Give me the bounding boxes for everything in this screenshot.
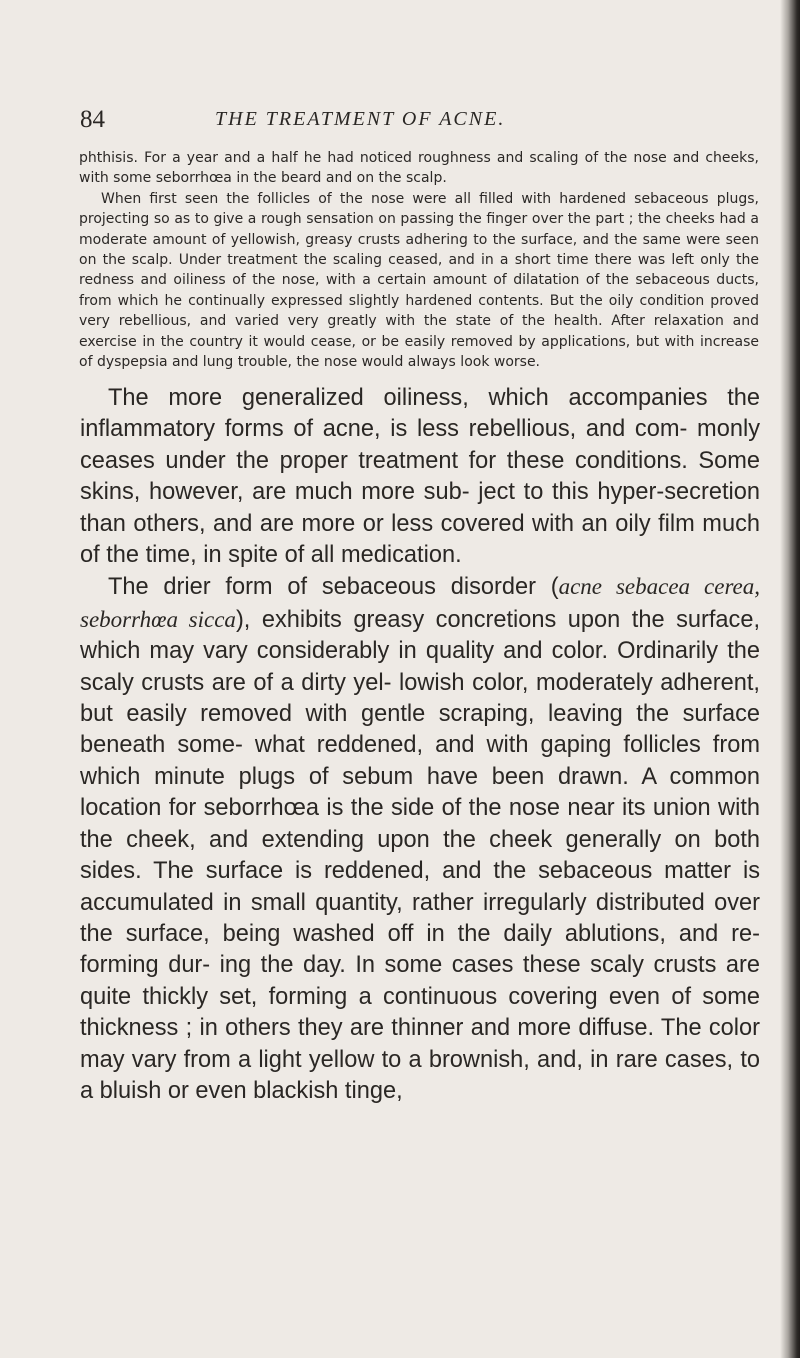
page-header	[80, 104, 760, 140]
body-paragraph-2-start: The drier form of sebaceous disorder (	[108, 574, 559, 601]
body-paragraph-2	[80, 571, 760, 1107]
running-title: THE TREATMENT OF ACNE.	[215, 108, 506, 130]
main-body-text	[80, 383, 760, 1107]
body-paragraph-2-rest: ), exhibits greasy concretions upon the surface, which may vary considerably in quality and color. Ordinarily the scaly crusts are of a dirty yel- lowish color, moderately adherent, but easily removed with gentle scraping, leaving the surface beneath some- what reddened, and with gaping follicles from which minute plugs of sebum have been drawn. A common location for seborrhœa is the side of the nose near its union with the cheek, and extending upon the cheek generally on both sides. The surface is reddened, and the sebaceous matter is accumulated in small quantity, rather irregularly distributed over the surface, being washed off in the daily ablutions, and re-forming dur- ing the day. In some cases these scaly crusts are quite thickly set, forming a continuous covering even of some thickness ; in others they are thinner and more diffuse. The color may vary from a light yellow to a brownish, and, in rare cases, to a bluish or even blackish tinge,	[80, 606, 760, 1104]
case-paragraph-1: phthisis. For a year and a half he had noticed roughness and scaling of the nose and cheeks, with some seborrhœa in the beard and on the scalp.	[79, 150, 759, 187]
latin-term: acne sebacea cerea, seborrhœa sicca	[80, 574, 760, 632]
page-edge-shadow	[780, 0, 800, 1358]
body-paragraph-1: The more generalized oiliness, which accompanies the inflammatory forms of acne, is less rebellious, and com- monly ceases under the proper treatment for these conditions. Some skins, however, are much more sub- ject to this hyper-secretion than others, and are more or less covered with an oily film much of the time, in spite of all medication.	[80, 385, 760, 569]
case-report-text	[79, 148, 759, 372]
case-paragraph-2: When first seen the follicles of the nose were all filled with hardened sebaceous plugs, projecting so as to give a rough sensation on passing the finger over the part ; the cheeks had a moderate amount of yellowish, greasy crusts adhering to the surface, and the same were seen on the scalp. Under treatment the scaling ceased, and in a short time there was left only the redness and oiliness of the nose, with a certain amount of dilatation of the sebaceous ducts, from which he continually expressed slightly hardened contents. But the oily condition proved very rebellious, and varied very greatly with the state of the health. After relaxation and exercise in the country it would cease, or be easily removed by applications, but with increase of dyspepsia and lung trouble, the nose would always look worse.	[79, 190, 759, 371]
page-number: 84	[80, 106, 105, 133]
